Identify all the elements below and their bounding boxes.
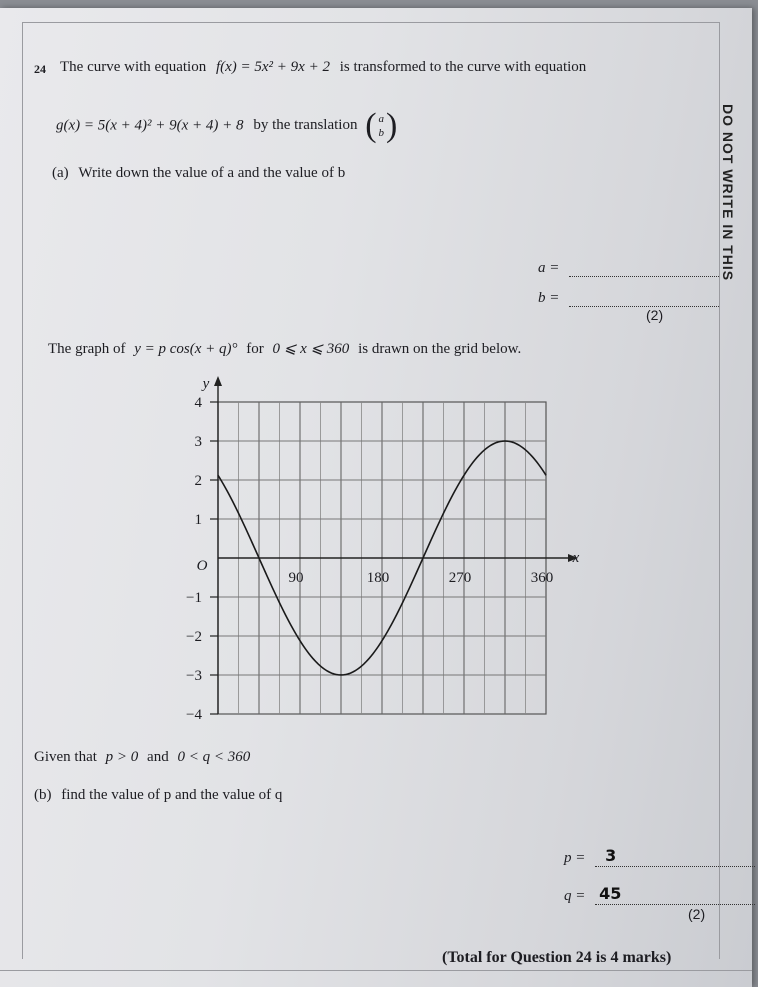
y-tick-label: 1 xyxy=(194,512,202,528)
part-a-marks: (2) xyxy=(646,307,664,323)
graph-tick-labels xyxy=(186,376,580,723)
intro-end-text: is transformed to the curve with equation xyxy=(339,59,587,75)
p-label: p = xyxy=(564,850,586,866)
intro-text: The curve with equation xyxy=(60,59,207,75)
y-tick-label: 4 xyxy=(194,395,202,411)
graph-intro-start: The graph of xyxy=(48,341,126,357)
f-equation: f(x) = 5x² + 9x + 2 xyxy=(215,59,330,75)
part-b-question xyxy=(34,788,282,803)
y-tick-label: 2 xyxy=(194,473,202,489)
graph-for: for xyxy=(246,341,264,357)
part-b-marks: (2) xyxy=(688,906,706,922)
y-axis-arrow xyxy=(214,376,222,386)
given-cond1: p > 0 xyxy=(105,749,139,765)
y-tick-label: −2 xyxy=(186,629,202,645)
given-and: and xyxy=(147,749,169,765)
part-a-label: (a) xyxy=(52,165,69,181)
q-answer-row xyxy=(564,886,755,905)
y-axis-label: y xyxy=(202,376,210,392)
x-tick-label: 180 xyxy=(366,570,390,586)
origin-label: O xyxy=(196,558,208,574)
p-answer-line[interactable] xyxy=(595,848,755,867)
g-equation-line xyxy=(56,109,397,143)
a-answer-row xyxy=(538,260,719,277)
x-tick-label: 270 xyxy=(448,570,472,586)
bottom-rule xyxy=(0,970,752,971)
graph-axes xyxy=(210,376,578,714)
part-b-label: (b) xyxy=(34,787,52,803)
graph-intro-end: is drawn on the grid below. xyxy=(358,341,522,357)
y-tick-label: −3 xyxy=(186,668,202,684)
b-answer-row xyxy=(538,290,719,307)
x-tick-label: 90 xyxy=(288,570,304,586)
translation-text: by the translation xyxy=(253,117,358,134)
b-label: b = xyxy=(538,290,560,306)
q-handwritten-answer: 45 xyxy=(599,884,622,903)
part-b-text: find the value of p and the value of q xyxy=(61,787,283,803)
vector-bottom: b xyxy=(378,127,385,139)
cosine-graph xyxy=(164,370,594,728)
given-text: Given that xyxy=(34,749,97,765)
given-line xyxy=(34,750,250,765)
p-answer-row xyxy=(564,848,755,867)
given-cond2: 0 < q < 360 xyxy=(177,749,251,765)
total-marks: (Total for Question 24 is 4 marks) xyxy=(442,949,672,966)
p-handwritten-answer: 3 xyxy=(605,846,617,865)
graph-range: 0 ⩽ x ⩽ 360 xyxy=(272,341,350,357)
vector-top: a xyxy=(378,112,385,125)
q-answer-line[interactable] xyxy=(595,886,755,905)
graph-intro xyxy=(48,342,521,357)
translation-vector: ( a b ) xyxy=(365,107,398,144)
part-a-text: Write down the value of a and the value of b xyxy=(78,165,346,181)
graph-equation: y = p cos(x + q)° xyxy=(134,341,238,357)
question-number: 24 xyxy=(34,62,46,76)
exam-page xyxy=(0,8,752,987)
a-answer-line[interactable] xyxy=(569,276,719,277)
y-tick-label: −1 xyxy=(186,590,202,606)
y-tick-label: −4 xyxy=(186,707,202,723)
q-label: q = xyxy=(564,888,586,904)
part-a-question xyxy=(52,166,345,181)
g-equation: g(x) = 5(x + 4)² + 9(x + 4) + 8 xyxy=(56,117,244,134)
a-label: a = xyxy=(538,260,560,276)
y-tick-label: 3 xyxy=(194,434,202,450)
question-intro-line xyxy=(60,60,586,75)
b-answer-line[interactable] xyxy=(569,306,719,307)
x-tick-label: 360 xyxy=(530,570,554,586)
margin-warning: DO NOT WRITE IN THIS xyxy=(720,104,736,282)
x-axis-label: x xyxy=(572,550,580,566)
